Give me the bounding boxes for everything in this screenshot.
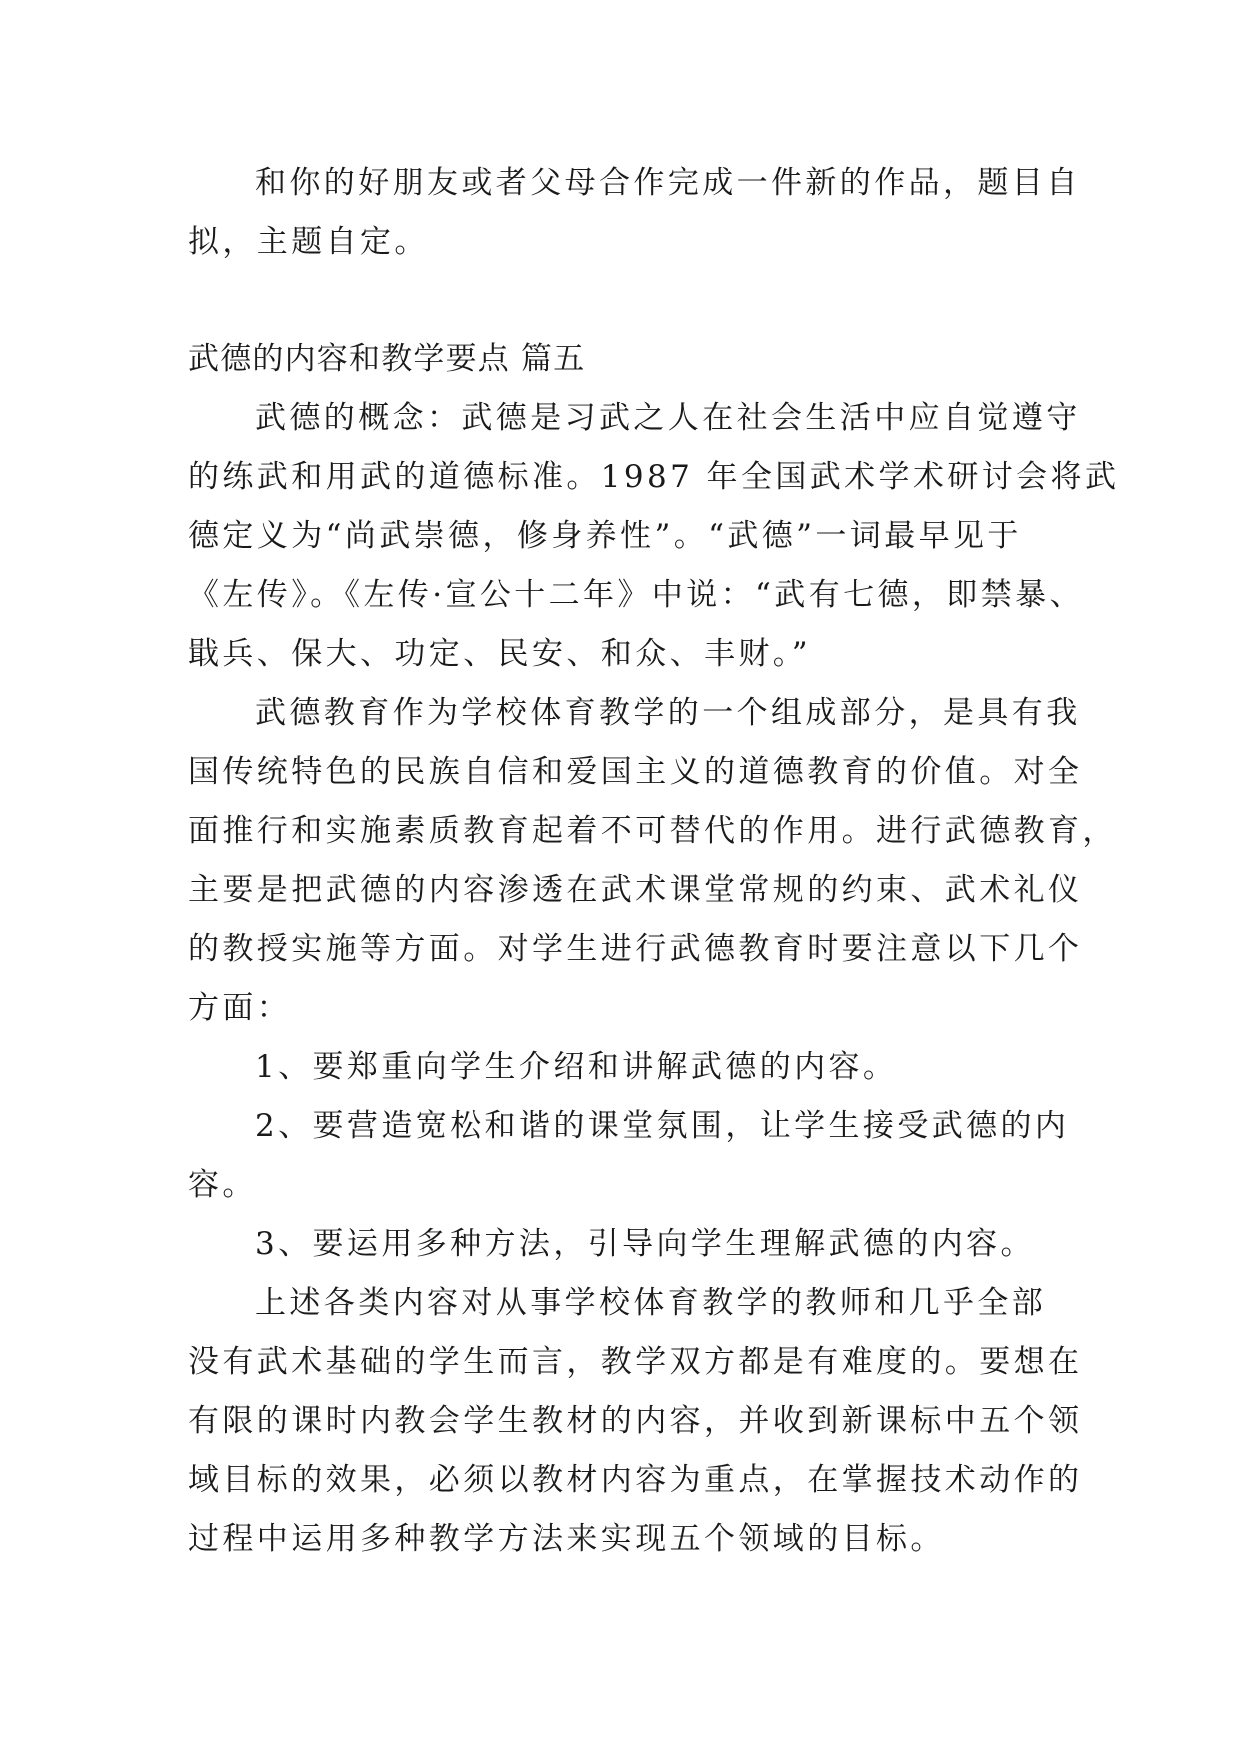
paragraph-3-line-2: 没有武术基础的学生而言，教学双方都是有难度的。要想在 [188,1344,1083,1380]
list-item-2-line-1: 2、要营造宽松和谐的课堂氛围，让学生接受武德的内 [255,1108,1070,1144]
paragraph-2-line-3: 面推行和实施素质教育起着不可替代的作用。进行武德教育， [188,813,1117,849]
intro-line-1: 和你的好朋友或者父母合作完成一件新的作品，题目自 [255,165,1081,201]
paragraph-2-line-2: 国传统特色的民族自信和爱国主义的道德教育的价值。对全 [188,754,1083,790]
list-item-2-line-2: 容。 [188,1167,257,1203]
paragraph-2-line-5: 的教授实施等方面。对学生进行武德教育时要注意以下几个 [188,931,1083,967]
list-item-1: 1、要郑重向学生介绍和讲解武德的内容。 [255,1049,898,1085]
paragraph-3-line-3: 有限的课时内教会学生教材的内容，并收到新课标中五个领 [188,1403,1083,1439]
paragraph-3-line-5: 过程中运用多种教学方法来实现五个领域的目标。 [188,1521,945,1557]
paragraph-1-line-1: 武德的概念：武德是习武之人在社会生活中应自觉遵守 [255,400,1081,436]
paragraph-1-line-4: 《左传》。《左传·宣公十二年》中说：“武有七德，即禁暴、 [188,577,1084,613]
paragraph-2-line-6: 方面： [188,990,292,1026]
paragraph-1-line-5: 戢兵、保大、功定、民安、和众、丰财。” [188,636,811,672]
list-item-3: 3、要运用多种方法，引导向学生理解武德的内容。 [255,1226,1035,1262]
intro-line-2: 拟，主题自定。 [188,224,429,260]
section-title: 武德的内容和教学要点 篇五 [188,341,586,377]
paragraph-1-line-3: 德定义为“尚武崇德，修身养性”。“武德”一词最早见于 [188,518,1022,554]
paragraph-1-line-2: 的练武和用武的道德标准。1987 年全国武术学术研讨会将武 [188,459,1120,495]
paragraph-2-line-4: 主要是把武德的内容渗透在武术课堂常规的约束、武术礼仪 [188,872,1083,908]
paragraph-3-line-4: 域目标的效果，必须以教材内容为重点，在掌握技术动作的 [188,1462,1083,1498]
paragraph-2-line-1: 武德教育作为学校体育教学的一个组成部分，是具有我 [255,695,1081,731]
paragraph-3-line-1: 上述各类内容对从事学校体育教学的教师和几乎全部 [255,1285,1047,1321]
